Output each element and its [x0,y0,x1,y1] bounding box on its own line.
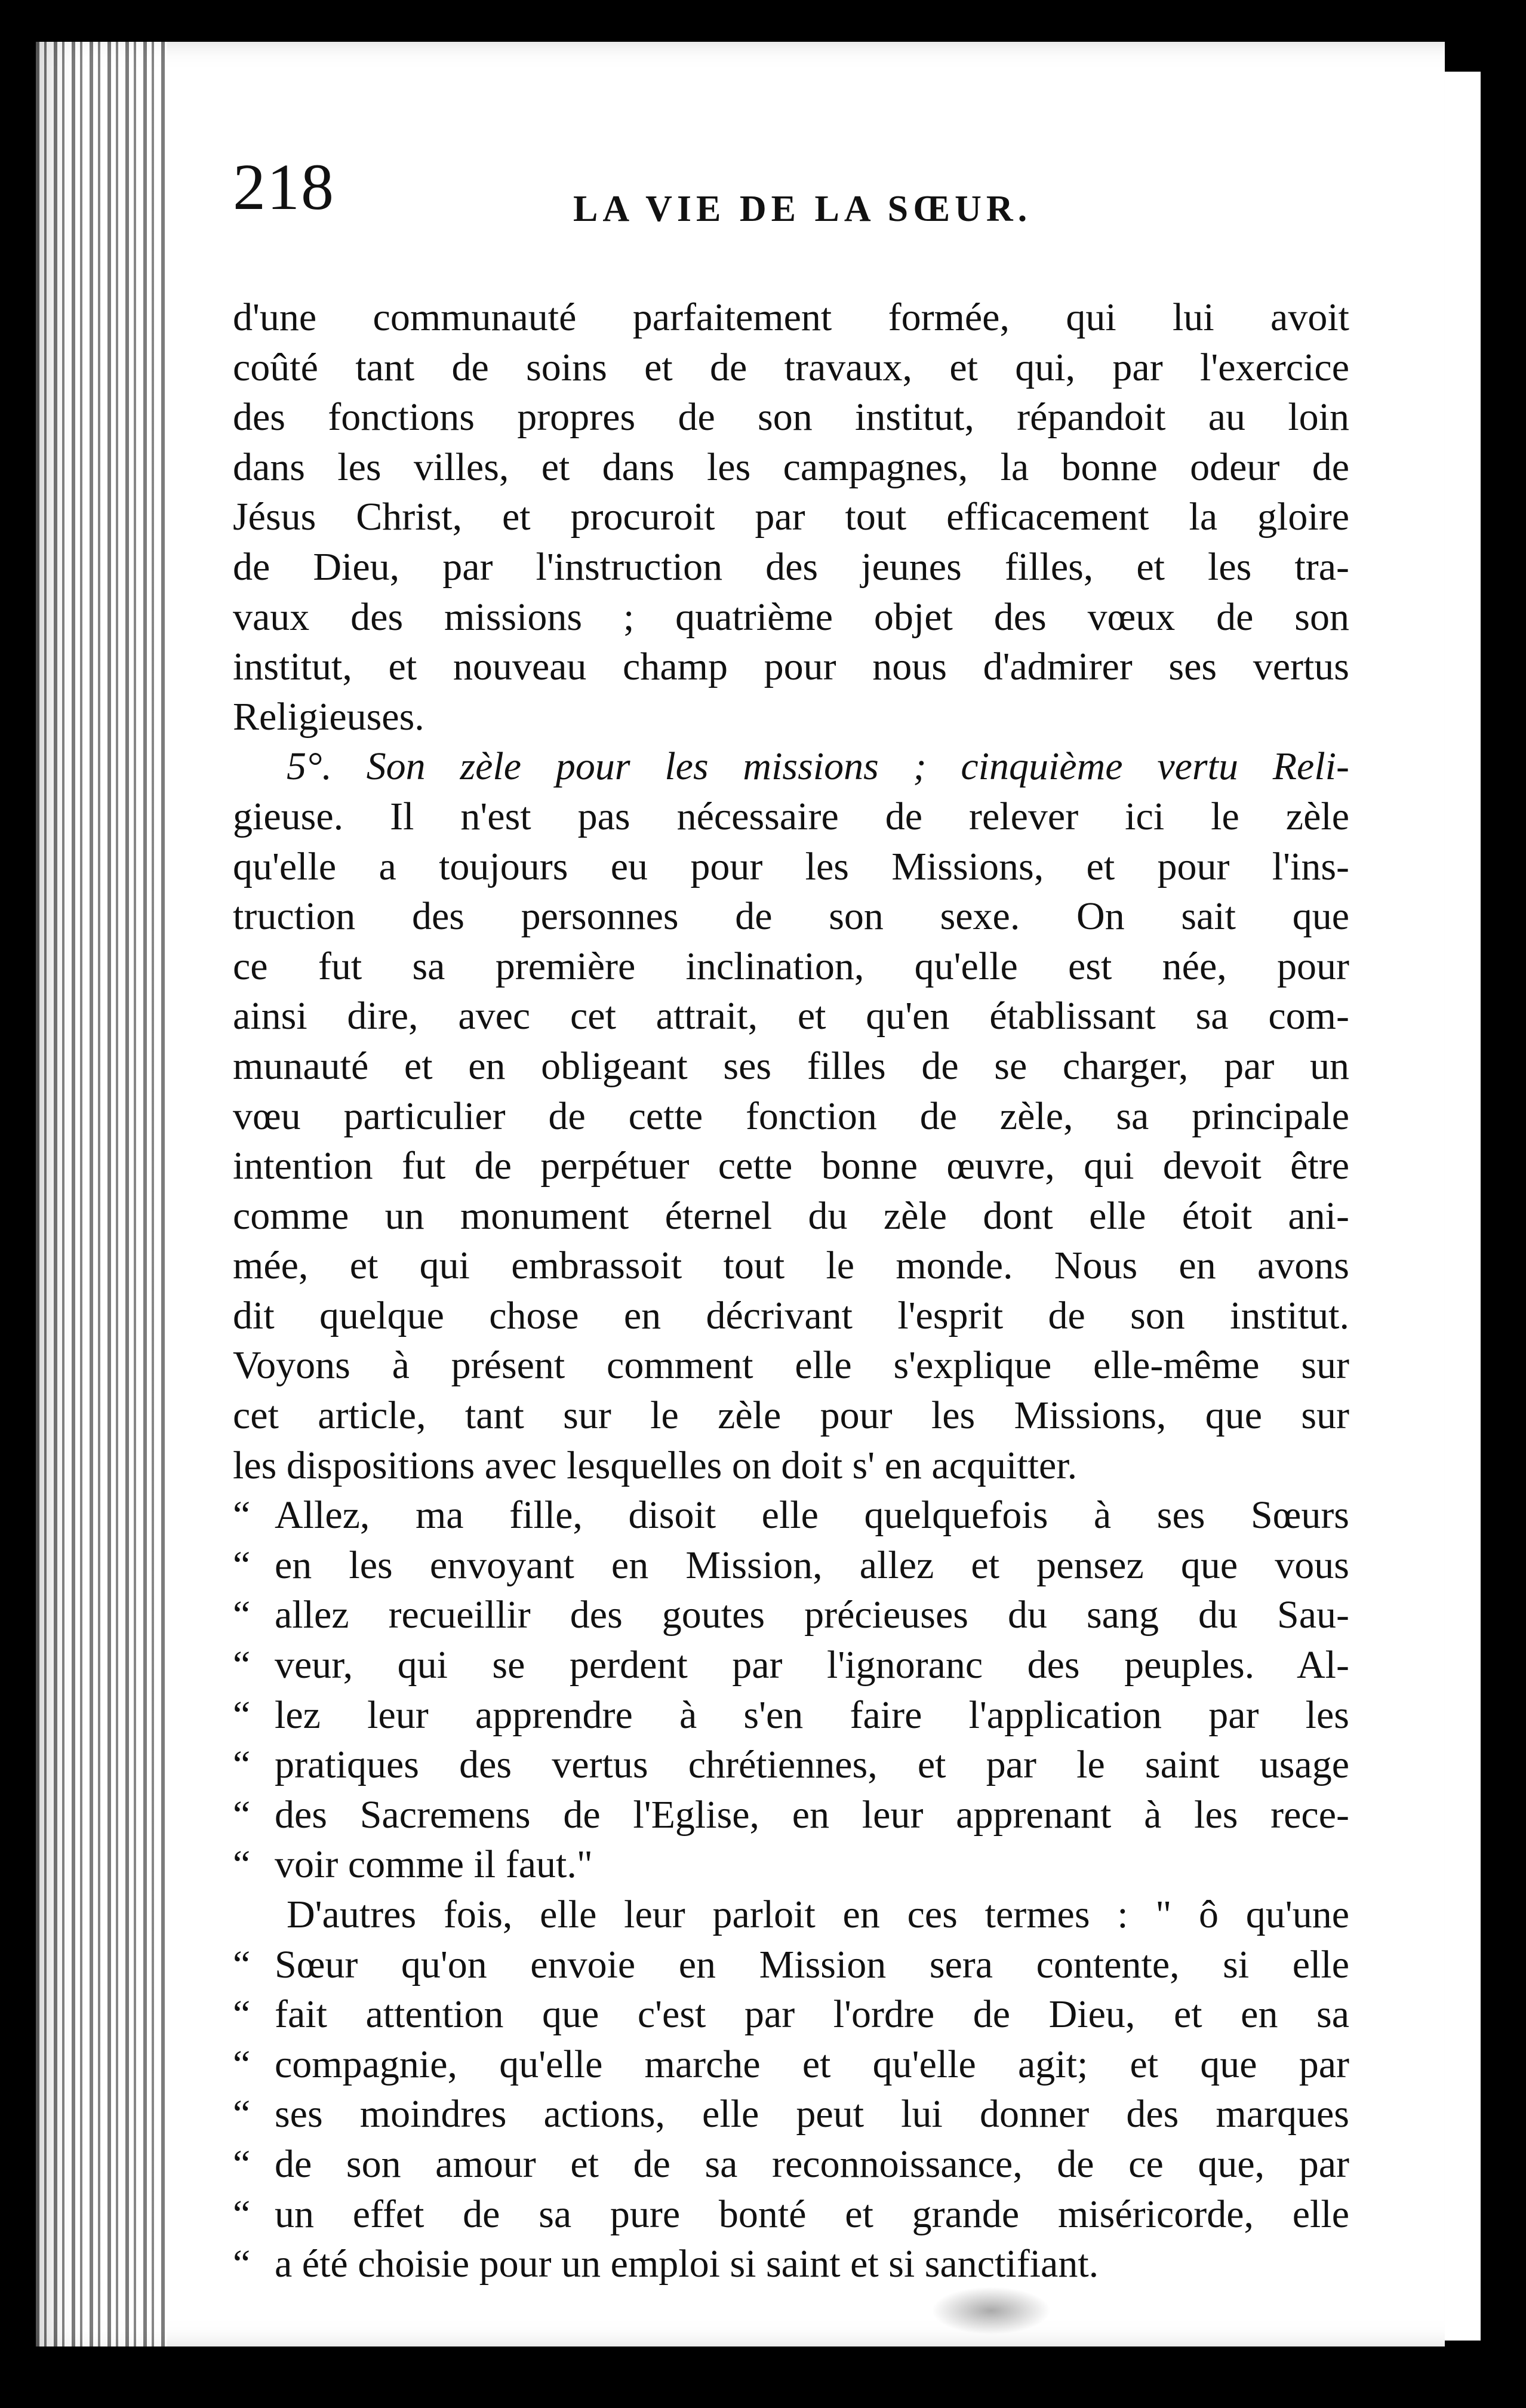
quote-mark: “ [233,2042,251,2086]
text-line: cet article, tant sur le zèle pour les Missions, que sur [233,1394,1349,1438]
quote-mark: “ [233,1992,251,2037]
book-page [36,42,1445,2347]
quote-text: veur, qui se perdent par l'ignoranc des peuples. Al- [275,1643,1349,1687]
text-line: gieuse. Il n'est pas nécessaire de relever ici le zèle [233,794,1349,838]
quote-line [233,1540,1349,1591]
quote-line [233,1790,1349,1840]
text-line: des fonctions propres de son institut, répandoit au loin [233,395,1349,439]
quote-line [233,1690,1349,1740]
section-heading-line: 5°. Son zèle pour les missions ; cinquième vertu Reli- [287,745,1349,789]
quote-line [233,2239,1349,2289]
quote-text: ses moindres actions, elle peut lui donner des marques [275,2092,1349,2136]
quote-line [233,1590,1349,1640]
text-line: munauté et en obligeant ses filles de se charger, par un [233,1044,1349,1088]
quote-mark: “ [233,2242,251,2286]
quote-text: de son amour et de sa reconnoissance, de ce que, par [275,2142,1349,2186]
text-line: qu'elle a toujours eu pour les Missions, et pour l'ins- [233,844,1349,888]
running-head: LA VIE DE LA SŒUR. [573,189,1032,229]
quote-text: fait attention que c'est par l'ordre de Dieu, et en sa [275,1992,1349,2037]
quote-line [233,1989,1349,2040]
quote-mark: “ [233,1643,251,1687]
quote-line [233,2040,1349,2090]
text-line: d'une communauté parfaitement formée, qui lui avoit [233,296,1349,339]
quote-mark: “ [233,1593,251,1637]
quote-mark: “ [233,1743,251,1787]
text-line: de Dieu, par l'instruction des jeunes filles, et les tra- [233,545,1349,589]
text-line: vœu particulier de cette fonction de zèle, sa principale [233,1094,1349,1138]
text-line: Voyons à présent comment elle s'explique elle-même sur [233,1343,1349,1388]
quote-text: allez recueillir des goutes précieuses du sang du Sau- [275,1593,1349,1637]
quote-text: un effet de sa pure bonté et grande miséricorde, elle [275,2192,1349,2236]
quote-text: lez leur apprendre à s'en faire l'application par les [275,1693,1349,1737]
quote-line [233,1490,1349,1540]
quote-text: Allez, ma fille, disoit elle quelquefois à ses Sœurs [275,1493,1349,1537]
text-line: mée, et qui embrassoit tout le monde. Nous en avons [233,1244,1349,1288]
body-text [233,293,1349,2289]
quote-text: Sœur qu'on envoie en Mission sera contente, si elle [275,1942,1349,1986]
text-line: coûté tant de soins et de travaux, et qui, par l'exercice [233,345,1349,389]
text-line: les dispositions avec lesquelles on doit s' en acquitter. [233,1443,1078,1487]
quote-mark: “ [233,2192,251,2236]
quote-text: compagnie, qu'elle marche et qu'elle agit; et que par [275,2042,1349,2086]
text-line: ce fut sa première inclination, qu'elle est née, pour [233,944,1349,988]
text-line: ainsi dire, avec cet attrait, et qu'en établissant sa com- [233,994,1349,1038]
text-line: dit quelque chose en décrivant l'esprit de son institut. [233,1293,1349,1337]
text-line: D'autres fois, elle leur parloit en ces termes : " ô qu'une [287,1893,1349,1936]
quote-line [233,1840,1349,1890]
text-line: Jésus Christ, et procuroit par tout efficacement la gloire [233,495,1349,539]
ink-smudge [931,2287,1051,2335]
text-line: Religieuses. [233,694,424,739]
quote-line [233,2189,1349,2240]
text-line: dans les villes, et dans les campagnes, la bonne odeur de [233,445,1349,489]
quote-line [233,1740,1349,1790]
page-number: 218 [233,150,335,223]
text-line: intention fut de perpétuer cette bonne œuvre, qui devoit être [233,1144,1349,1188]
quote-line [233,1940,1349,1990]
quote-mark: “ [233,2092,251,2136]
quote-mark: “ [233,1843,251,1887]
quote-mark: “ [233,2142,251,2186]
quote-mark: “ [233,1792,251,1837]
text-line: comme un monument éternel du zèle dont elle étoit ani- [233,1194,1349,1238]
quote-mark: “ [233,1493,251,1537]
quote-mark: “ [233,1942,251,1986]
text-line: truction des personnes de son sexe. On sait que [233,894,1349,939]
quote-text: a été choisie pour un emploi si saint et si sanctifiant. [275,2242,1099,2286]
quote-text: des Sacremens de l'Eglise, en leur apprenant à les rece- [275,1792,1349,1837]
text-line: institut, et nouveau champ pour nous d'admirer ses vertus [233,645,1349,689]
quote-line [233,1640,1349,1690]
quote-line [233,2089,1349,2139]
page-gutter-edge [36,42,167,2347]
quote-text: en les envoyant en Mission, allez et pensez que vous [275,1543,1349,1587]
adjacent-page-strip [1445,72,1481,2341]
text-line: vaux des missions ; quatrième objet des vœux de son [233,595,1349,639]
quote-mark: “ [233,1693,251,1737]
quote-mark: “ [233,1543,251,1587]
quote-line [233,2139,1349,2189]
quote-text: voir comme il faut." [275,1843,593,1887]
quote-text: pratiques des vertus chrétiennes, et par le saint usage [275,1743,1349,1787]
